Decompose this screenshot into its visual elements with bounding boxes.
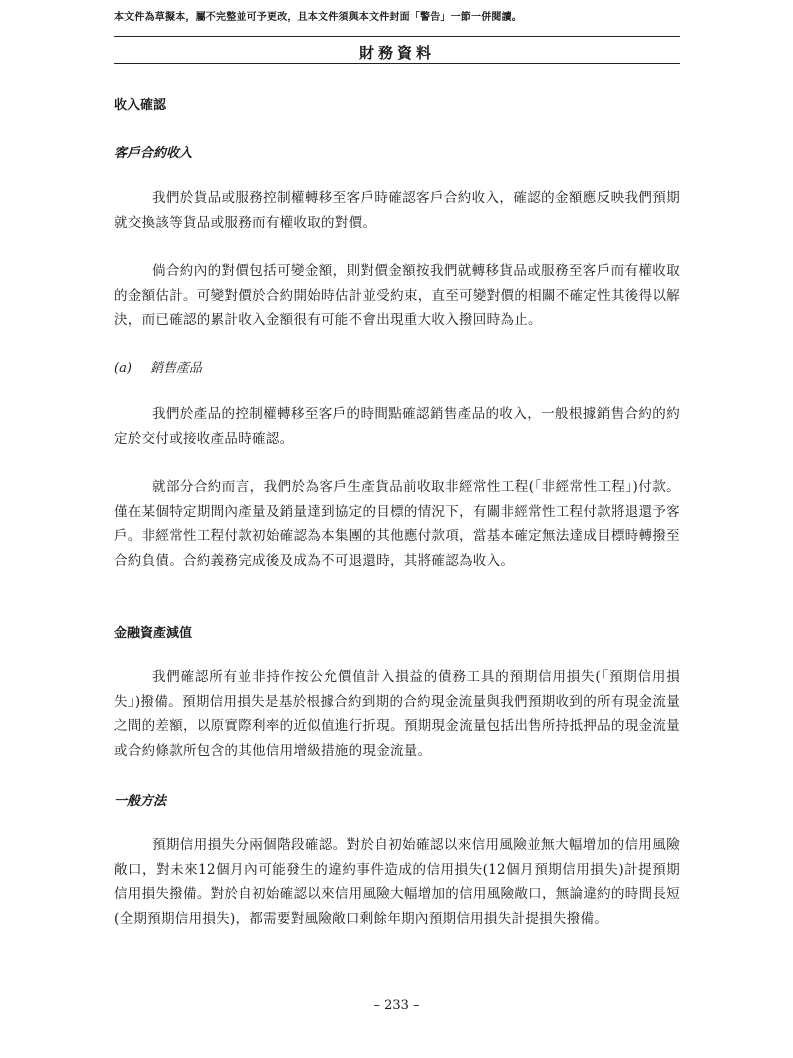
section-heading-revenue-recognition: 收入確認 — [114, 98, 167, 113]
section-heading-contract-revenue: 客戶合約收入 — [114, 146, 193, 161]
draft-warning-banner: 本文件為草擬本，屬不完整並可予更改，且本文件須與本文件封面「警告」一節一併閱讀。 — [114, 12, 522, 23]
header-rule-top — [114, 36, 680, 37]
subsection-a-label: 銷售產品 — [150, 361, 203, 376]
paragraph-3: 我們於產品的控制權轉移至客戶的時間點確認銷售產品的收入，一般根據銷售合約的約定於交付或接收產品時確認。 — [114, 406, 680, 447]
paragraph-1: 我們於貨品或服務控制權轉移至客戶時確認客戶合約收入，確認的金額應反映我們預期就交換該等貨品或服務而有權收取的對價。 — [114, 190, 680, 231]
subsection-a-heading — [114, 357, 202, 376]
page-title: 財務資料 — [358, 44, 435, 62]
subsection-a-number: (a) — [114, 361, 132, 376]
paragraph-6: 預期信用損失分兩個階段確認。對於自初始確認以來信用風險並無大幅增加的信用風險敞口，對未來12個月內可能發生的違約事件造成的信用損失(12個月預期信用損失)計提預期信用損失撥備。對於自初始確認以來信用風險大幅增加的信用風險敞口，無論違約的時間長短(全期預期信用損失)，都需要對風險敞口剩餘年期內預期信用損失計提損失撥備。 — [114, 837, 680, 927]
paragraph-5: 我們確認所有並非持作按公允價值計入損益的債務工具的預期信用損失(「預期信用損失」)撥備。預期信用損失是基於根據合約到期的合約現金流量與我們預期收到的所有現金流量之間的差額，以原實際利率的近似值進行折現。預期現金流量包括出售所持抵押品的現金流量或合約條款所包含的其他信用增級措施的現金流量。 — [114, 669, 680, 759]
section-heading-general-approach: 一般方法 — [114, 794, 167, 809]
page-number: – 233 – — [373, 998, 420, 1013]
header-rule-bottom — [114, 63, 680, 64]
section-heading-financial-asset-impairment: 金融資產減值 — [114, 626, 193, 641]
paragraph-2: 倘合約內的對價包括可變金額，則對價金額按我們就轉移貨品或服務至客戶而有權收取的金額估計。可變對價於合約開始時估計並受約束，直至可變對價的相關不確定性其後得以解決，而已確認的累計收入金額很有可能不會出現重大收入撥回時為止。 — [114, 263, 680, 328]
paragraph-4: 就部分合約而言，我們於為客戶生產貨品前收取非經常性工程(「非經常性工程」)付款。僅在某個特定期間內產量及銷量達到協定的目標的情況下，有關非經常性工程付款將退還予客戶。非經常性工程付款初始確認為本集團的其他應付款項，當基本確定無法達成目標時轉撥至合約負債。合約義務完成後及成為不可退還時，其將確認為收入。 — [114, 479, 680, 569]
